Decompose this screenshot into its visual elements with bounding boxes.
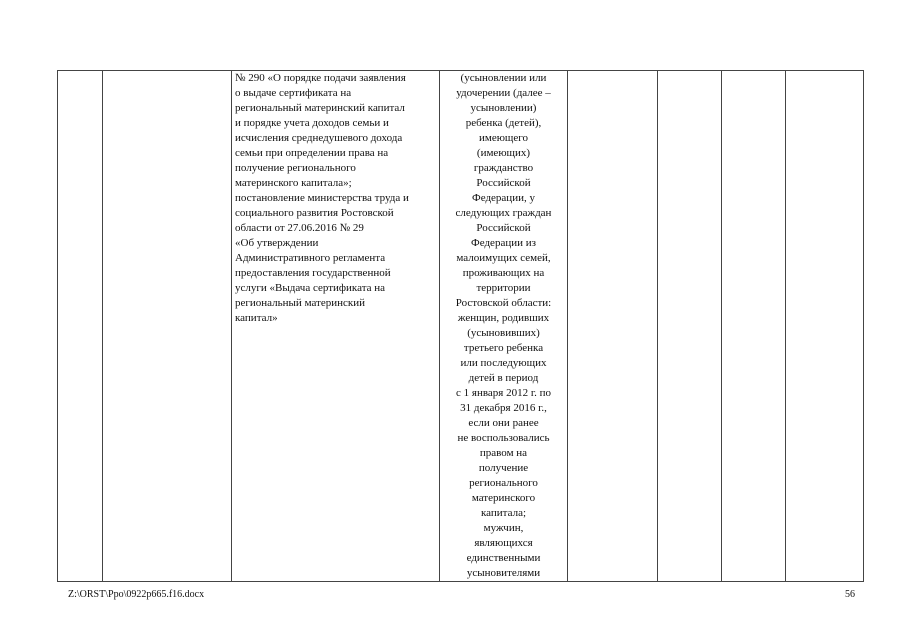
text-line: Федерации из xyxy=(471,237,536,249)
text-line: территории xyxy=(476,282,531,294)
text-line: с 1 января 2012 г. по xyxy=(456,387,551,399)
text-line: капитал» xyxy=(235,312,278,324)
text-line: материнского xyxy=(471,492,536,504)
text-line: малоимущих семей, xyxy=(456,252,551,264)
footer-file-path: Z:\ORST\Ppo\0922p665.f16.docx xyxy=(68,589,205,600)
text-line: третьего ребенка xyxy=(463,342,544,354)
text-line: капитала; xyxy=(480,507,527,519)
text-line: мужчин, xyxy=(483,522,524,534)
text-line: региональный материнский капитал xyxy=(235,102,405,114)
text-line: получение xyxy=(478,462,529,474)
table-cell-2 xyxy=(103,71,232,582)
text-line: единственными xyxy=(466,552,541,564)
text-line: если они ранее xyxy=(468,417,539,429)
table-cell-8 xyxy=(786,71,864,582)
text-line: семьи при определении права на xyxy=(235,147,389,159)
text-line: регионального xyxy=(469,477,538,489)
text-line: (усыновивших) xyxy=(467,327,540,339)
table-cell-6 xyxy=(658,71,722,582)
text-line: исчисления среднедушевого дохода xyxy=(235,132,403,144)
text-line: усыновителями xyxy=(466,567,541,579)
text-line: материнского капитала»; xyxy=(235,177,352,189)
text-line: Российской xyxy=(476,222,531,234)
text-line: (усыновлении или xyxy=(460,72,547,84)
text-line: усыновлении) xyxy=(470,102,537,114)
text-line: и порядке учета доходов семьи и xyxy=(235,117,389,129)
text-line: проживающих на xyxy=(462,267,545,279)
text-line: правом на xyxy=(479,447,528,459)
text-line: услуги «Выдача сертификата на xyxy=(235,282,386,294)
text-line: ребенка (детей), xyxy=(465,117,542,129)
text-line: Федерации, у xyxy=(472,192,535,204)
text-line: постановление министерства труда и xyxy=(235,192,409,204)
text-line: Административного регламента xyxy=(235,252,386,264)
text-line: получение регионального xyxy=(235,162,356,174)
text-line: удочерении (далее – xyxy=(456,87,551,99)
table-cell-7 xyxy=(722,71,786,582)
text-line: имеющего xyxy=(478,132,529,144)
text-line: (имеющих) xyxy=(476,147,531,159)
text-line: Ростовской области: xyxy=(455,297,552,309)
text-line: детей в период xyxy=(468,372,539,384)
text-line: женщин, родивших xyxy=(457,312,550,324)
text-line: или последующих xyxy=(460,357,547,369)
text-line: 31 декабря 2016 г., xyxy=(460,402,547,414)
text-line: Российской xyxy=(476,177,531,189)
text-line: предоставления государственной xyxy=(235,267,391,279)
text-line: являющихся xyxy=(474,537,533,549)
table-row xyxy=(58,71,864,582)
footer-page-number: 56 xyxy=(845,589,855,600)
text-line: области от 27.06.2016 № 29 xyxy=(235,222,364,234)
text-line: гражданство xyxy=(473,162,534,174)
text-line: не воспользовались xyxy=(457,432,550,444)
legal-basis-cell xyxy=(232,71,440,582)
text-line: региональный материнский xyxy=(235,297,366,309)
text-line: «Об утверждении xyxy=(235,237,319,249)
text-line: о выдаче сертификата на xyxy=(235,87,352,99)
table-cell-1 xyxy=(58,71,103,582)
table-cell-5 xyxy=(568,71,658,582)
text-line: следующих граждан xyxy=(455,207,552,219)
regulation-table xyxy=(57,70,864,582)
text-line: № 290 «О порядке подачи заявления xyxy=(235,72,406,84)
recipients-cell xyxy=(440,71,568,582)
text-line: социального развития Ростовской xyxy=(235,207,394,219)
